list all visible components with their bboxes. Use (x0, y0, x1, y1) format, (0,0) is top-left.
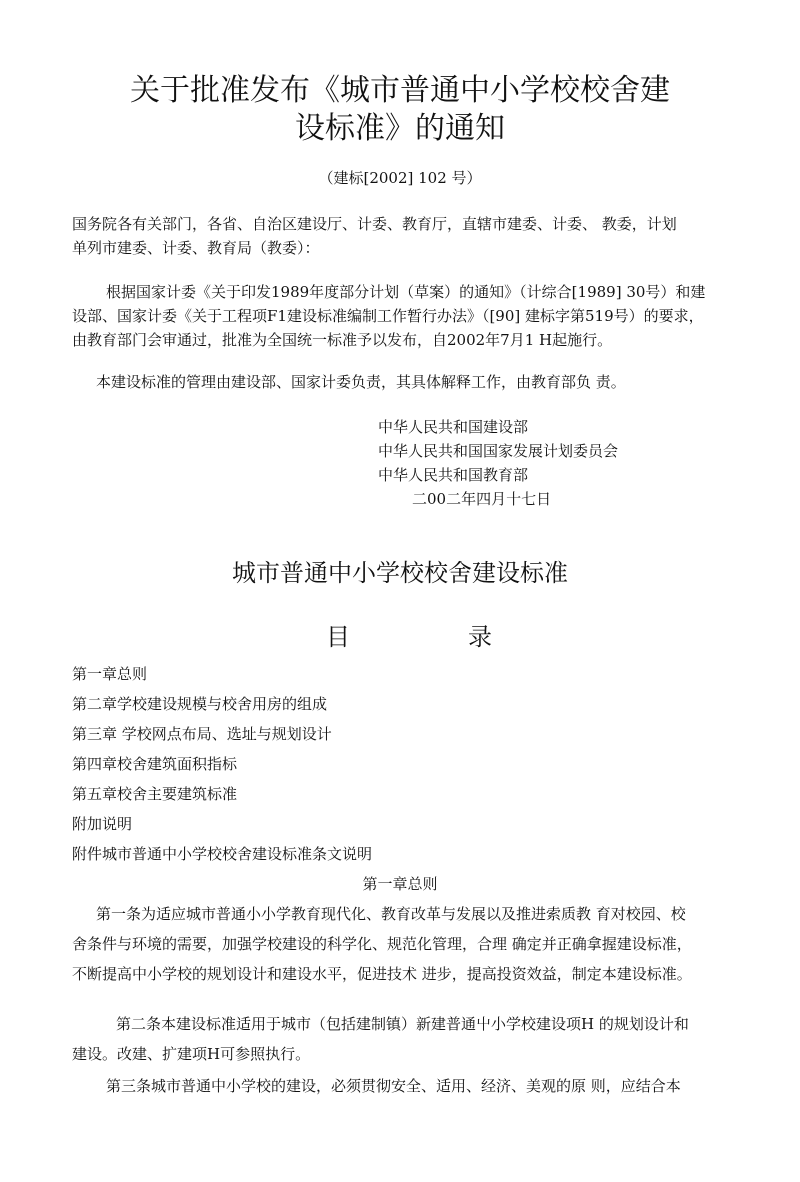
article2-line2: 建设。改建、扩建项H可参照执行。 (72, 1045, 311, 1063)
toc-item: 第五章校舍主要建筑标准 (72, 785, 238, 803)
body-para1-line3: 由教育部门会审通过，批准为全国统一标准予以发布，自2002年7月1 H起施行。 (72, 331, 613, 349)
body-para1-line1: 根据国家计委《关于印发1989年度部分计划（草案）的通知》（计综合[1989] 30号）和建 (106, 283, 706, 301)
signature-org-planning: 中华人民共和国国家发展计划委员会 (378, 442, 619, 460)
notice-title-line1: 关于批准发布《城市普通中小学校校舍建 (130, 73, 670, 108)
toc-item: 第二章学校建设规模与校舍用房的组成 (72, 695, 328, 713)
salutation-line2: 单列市建委、计委、教育局（教委）： (72, 239, 320, 257)
toc-item: 第一章总则 (72, 665, 148, 683)
article2-line1: 第二条本建设标准适用于城市（包括建制镇）新建普通屮小学校建设项H 的规划设计和 (116, 1015, 689, 1033)
body-para1-line2: 设部、国家计委《关于工程项F1建设标准编制工作暂行办法》（[90] 建标字第519号）的要求， (72, 307, 704, 325)
body-para2: 本建设标准的管理由建设部、国家计委负责，其具体解释工作，由教育部负 责。 (96, 373, 626, 391)
toc-item: 第四章校舍建筑面积指标 (72, 755, 238, 773)
toc-item: 附件城市普通中小学校校舍建设标准条文说明 (72, 845, 373, 863)
standard-title: 城市普通中小学校校舍建设标准 (232, 559, 568, 587)
toc-heading-left: 目 (326, 623, 350, 651)
toc-item: 附加说明 (72, 815, 133, 833)
signature-date: 二00二年四月十七日 (412, 490, 552, 508)
article1-line3: 不断提高中小学校的规划设计和建设水平，促进技术 进步，提高投资效益，制定本建设标准。 (72, 965, 692, 983)
document-number: （建标[2002] 102 号） (318, 169, 482, 187)
signature-org-construction: 中华人民共和国建设部 (378, 418, 529, 436)
toc-item: 第三章 学校网点布局、选址与规划设计 (72, 725, 332, 743)
article3-line1: 第三条城市普通中小学校的建设，必须贯彻安全、适用、经济、美观的原 则，应结合本 (106, 1077, 681, 1095)
salutation-line1: 国务院各有关部门，各省、自治区建设厅、计委、教育厅，直辖市建委、计委、 教委，计划 (72, 215, 677, 233)
toc-heading-right: 录 (468, 623, 492, 651)
chapter1-heading: 第一章总则 (362, 875, 438, 893)
signature-org-education: 中华人民共和国教育部 (378, 466, 529, 484)
notice-title-line2: 设标准》的通知 (295, 111, 505, 146)
article1-line1: 第一条为适应城市普通小小学教育现代化、教育改革与发展以及推进索质教 育对校园、校 (96, 905, 686, 923)
article1-line2: 舍条件与环境的需要，加强学校建设的科学化、规范化管理，合理 确定并正确拿握建设标准， (72, 935, 692, 953)
